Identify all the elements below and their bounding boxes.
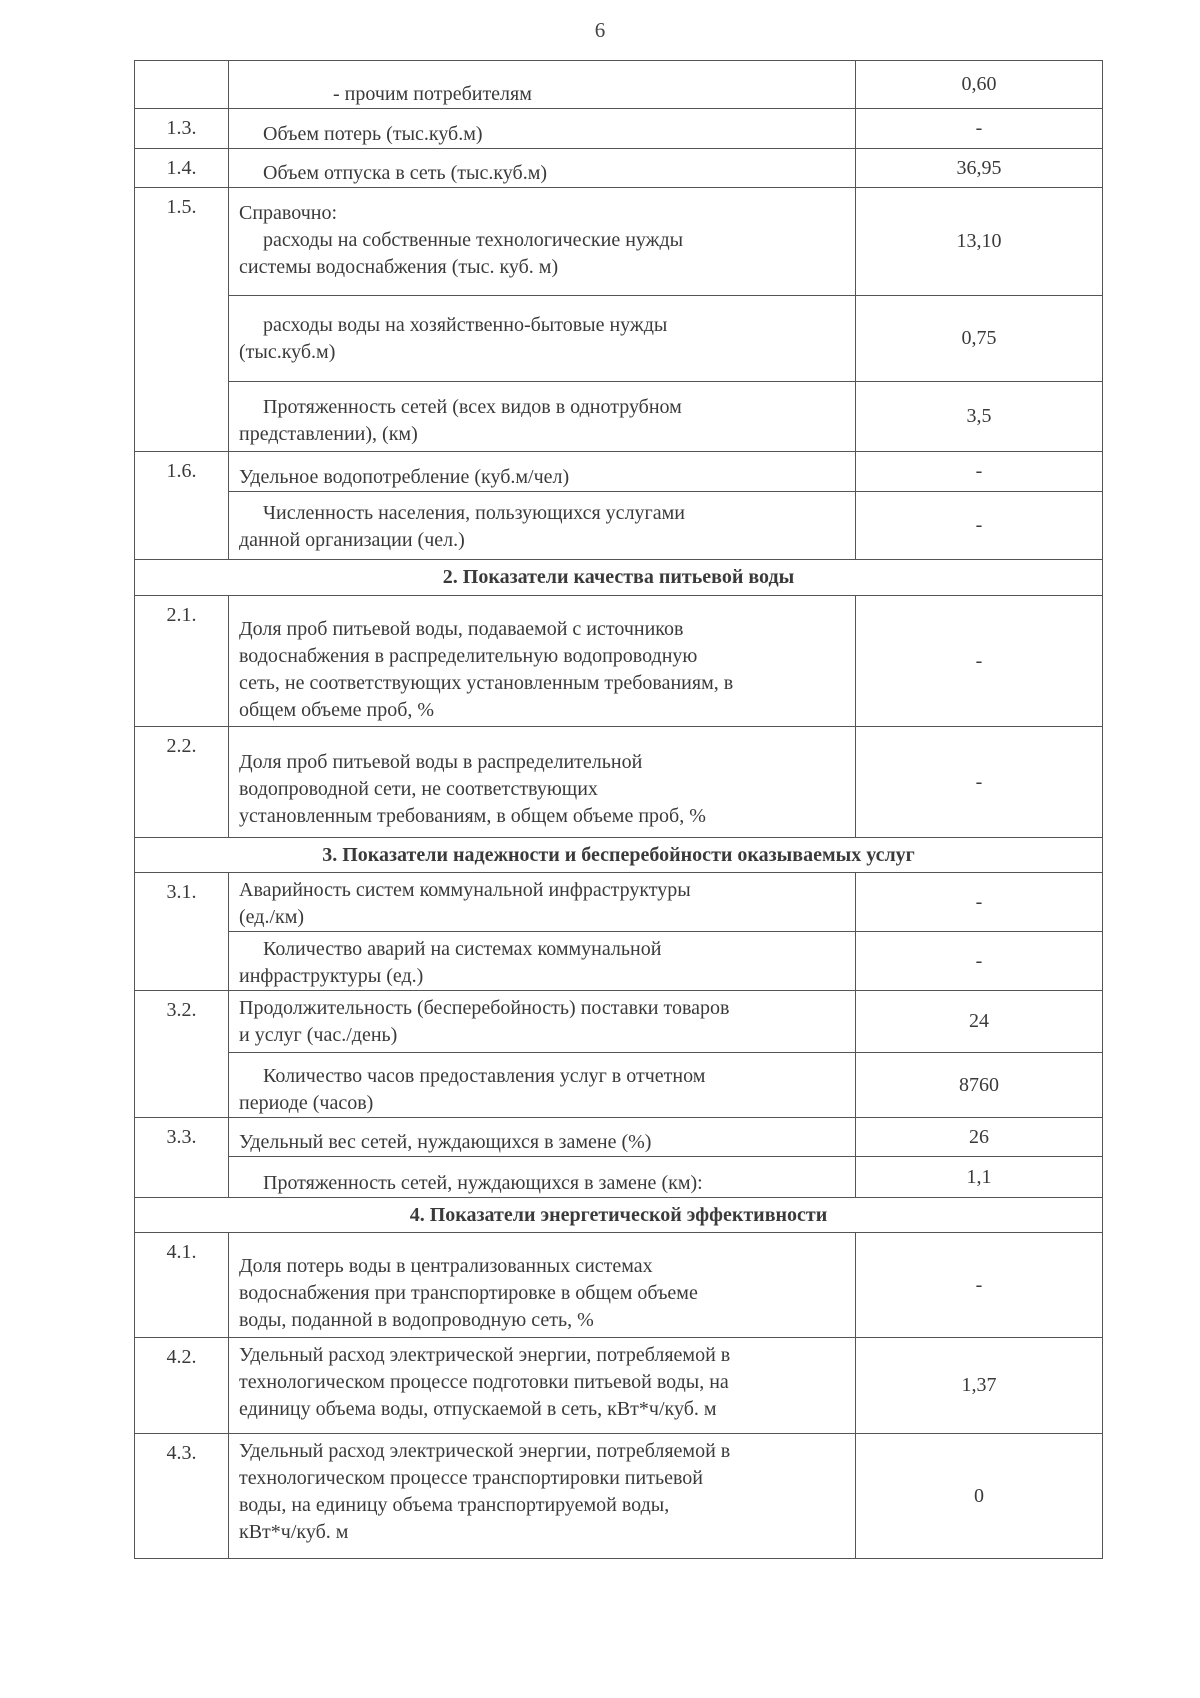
table-row — [135, 873, 1103, 932]
indicator-value: 1,37 — [856, 1338, 1103, 1434]
table-row — [135, 149, 1103, 188]
table-row — [135, 727, 1103, 838]
indicator-name: Доля проб питьевой воды в распределительной водопроводной сети, не соответствующих установленным требованиям, в общем объеме проб, % — [229, 727, 856, 838]
indicator-name: Количество аварий на системах коммунальной инфраструктуры (ед.) — [229, 932, 856, 991]
indicator-name: Доля потерь воды в централизованных системах водоснабжения при транспортировке в общем объеме воды, поданной в водопроводную сеть, % — [229, 1233, 856, 1338]
section-title: 4. Показатели энергетической эффективности — [135, 1198, 1103, 1233]
indicator-name: Справочно: расходы на собственные технологические нужды системы водоснабжения (тыс. куб. м) — [229, 188, 856, 296]
indicator-name: Удельный расход электрической энергии, потребляемой в технологическом процессе транспортировки питьевой воды, на единицу объема транспортируемой воды, кВт*ч/куб. м — [229, 1434, 856, 1559]
table-row — [135, 1118, 1103, 1157]
table-row — [135, 1338, 1103, 1434]
indicator-name: расходы воды на хозяйственно-бытовые нужды (тыс.куб.м) — [229, 296, 856, 382]
indicator-value: 13,10 — [856, 188, 1103, 296]
row-number-empty — [135, 932, 229, 991]
indicator-name: Аварийность систем коммунальной инфраструктуры (ед./км) — [229, 873, 856, 932]
table-row — [135, 1434, 1103, 1559]
indicator-name: Объем отпуска в сеть (тыс.куб.м) — [229, 149, 856, 188]
row-number: 1.6. — [135, 452, 229, 492]
table-row — [135, 1053, 1103, 1118]
row-number-empty — [135, 492, 229, 560]
table-row — [135, 382, 1103, 452]
indicator-name: - прочим потребителям — [229, 61, 856, 109]
indicator-value: 8760 — [856, 1053, 1103, 1118]
indicator-value: - — [856, 109, 1103, 149]
row-number-empty — [135, 1157, 229, 1198]
indicator-value: - — [856, 727, 1103, 838]
table-row — [135, 596, 1103, 727]
row-number: 4.1. — [135, 1233, 229, 1338]
indicator-name: Удельное водопотребление (куб.м/чел) — [229, 452, 856, 492]
indicator-value: 36,95 — [856, 149, 1103, 188]
section-header-row — [135, 1198, 1103, 1233]
indicator-value: - — [856, 596, 1103, 727]
table-row — [135, 452, 1103, 492]
section-header-row — [135, 838, 1103, 873]
section-title: 2. Показатели качества питьевой воды — [135, 560, 1103, 596]
indicator-name: Продолжительность (бесперебойность) поставки товаров и услуг (час./день) — [229, 991, 856, 1053]
section-header-row — [135, 560, 1103, 596]
indicator-value: 0 — [856, 1434, 1103, 1559]
table-row — [135, 188, 1103, 296]
row-number: 2.2. — [135, 727, 229, 838]
table-row — [135, 1233, 1103, 1338]
indicator-value: - — [856, 932, 1103, 991]
row-number: 3.2. — [135, 991, 229, 1053]
indicators-table — [134, 60, 1103, 1559]
indicator-name: Протяженность сетей, нуждающихся в замене (км): — [229, 1157, 856, 1198]
indicator-value: 0,60 — [856, 61, 1103, 109]
table-row — [135, 991, 1103, 1053]
indicator-value: 3,5 — [856, 382, 1103, 452]
table-row — [135, 109, 1103, 149]
indicator-value: 1,1 — [856, 1157, 1103, 1198]
row-number: 4.3. — [135, 1434, 229, 1559]
table-row — [135, 1157, 1103, 1198]
indicator-value: - — [856, 873, 1103, 932]
indicator-name: Численность населения, пользующихся услугами данной организации (чел.) — [229, 492, 856, 560]
row-number: 1.5. — [135, 188, 229, 296]
indicator-name: Объем потерь (тыс.куб.м) — [229, 109, 856, 149]
indicator-value: - — [856, 452, 1103, 492]
section-title: 3. Показатели надежности и бесперебойности оказываемых услуг — [135, 838, 1103, 873]
row-number: 2.1. — [135, 596, 229, 727]
table-row — [135, 932, 1103, 991]
table-row — [135, 61, 1103, 109]
indicator-value: 0,75 — [856, 296, 1103, 382]
row-number: 4.2. — [135, 1338, 229, 1434]
table-row — [135, 296, 1103, 382]
row-number: 1.4. — [135, 149, 229, 188]
indicator-name: Количество часов предоставления услуг в отчетном периоде (часов) — [229, 1053, 856, 1118]
row-number: 1.3. — [135, 109, 229, 149]
row-number-empty — [135, 296, 229, 382]
indicator-name: Удельный расход электрической энергии, потребляемой в технологическом процессе подготовки питьевой воды, на единицу объема воды, отпускаемой в сеть, кВт*ч/куб. м — [229, 1338, 856, 1434]
row-number: 3.1. — [135, 873, 229, 932]
row-number-empty — [135, 382, 229, 452]
indicator-name: Удельный вес сетей, нуждающихся в замене (%) — [229, 1118, 856, 1157]
indicator-value: 24 — [856, 991, 1103, 1053]
row-number — [135, 61, 229, 109]
page-number: 6 — [594, 18, 606, 42]
row-number-empty — [135, 1053, 229, 1118]
indicator-value: 26 — [856, 1118, 1103, 1157]
indicator-name: Доля проб питьевой воды, подаваемой с источников водоснабжения в распределительную водопроводную сеть, не соответствующих установленным требованиям, в общем объеме проб, % — [229, 596, 856, 727]
indicator-name: Протяженность сетей (всех видов в однотрубном представлении), (км) — [229, 382, 856, 452]
table-row — [135, 492, 1103, 560]
indicator-value: - — [856, 1233, 1103, 1338]
row-number: 3.3. — [135, 1118, 229, 1157]
indicator-value: - — [856, 492, 1103, 560]
